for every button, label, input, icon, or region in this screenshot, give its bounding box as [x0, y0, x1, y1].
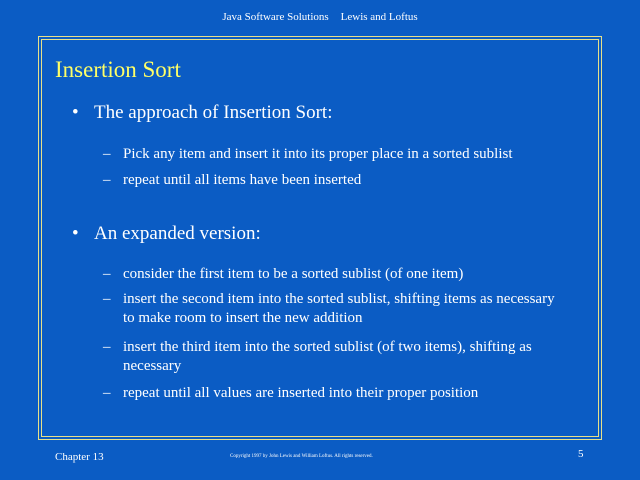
subitem-text: insert the third item into the sorted sublist (of two items), shifting as necessary [123, 339, 532, 374]
subitem-text: repeat until all values are inserted into their proper position [123, 385, 479, 401]
dash-marker: – [103, 146, 111, 162]
subitem [103, 145, 593, 164]
slide-title: Insertion Sort [55, 57, 181, 82]
page-number: 5 [578, 448, 584, 460]
bullet-approach [72, 102, 332, 124]
dash-marker: – [103, 385, 111, 401]
dash-marker: – [103, 291, 111, 307]
subitem-text: repeat until all items have been inserted [123, 172, 362, 188]
bullet-dot: • [72, 223, 79, 244]
book-title: Java Software Solutions [222, 11, 329, 23]
subitem-text: consider the first item to be a sorted sublist (of one item) [123, 266, 464, 282]
subitem-text: Pick any item and insert it into its proper place in a sorted sublist [123, 146, 513, 162]
chapter-label: Chapter 13 [55, 451, 104, 463]
bullet-expanded [72, 223, 261, 245]
bullet-text: The approach of Insertion Sort: [94, 102, 333, 123]
dash-marker: – [103, 172, 111, 188]
copyright-notice: Copyright 1997 by John Lewis and William Loftus. All rights reserved. [230, 454, 373, 459]
bullet-dot: • [72, 102, 79, 123]
dash-marker: – [103, 339, 111, 355]
slide-header [0, 11, 640, 23]
subitem [103, 384, 593, 403]
subitem [103, 338, 543, 376]
subitem-text: insert the second item into the sorted sublist, shifting items as necessary to make room to insert the new addition [123, 291, 555, 326]
subitem [103, 265, 593, 284]
subitem [103, 171, 593, 190]
subitem [103, 290, 568, 328]
bullet-text: An expanded version: [94, 223, 261, 244]
dash-marker: – [103, 266, 111, 282]
authors: Lewis and Loftus [340, 11, 418, 23]
